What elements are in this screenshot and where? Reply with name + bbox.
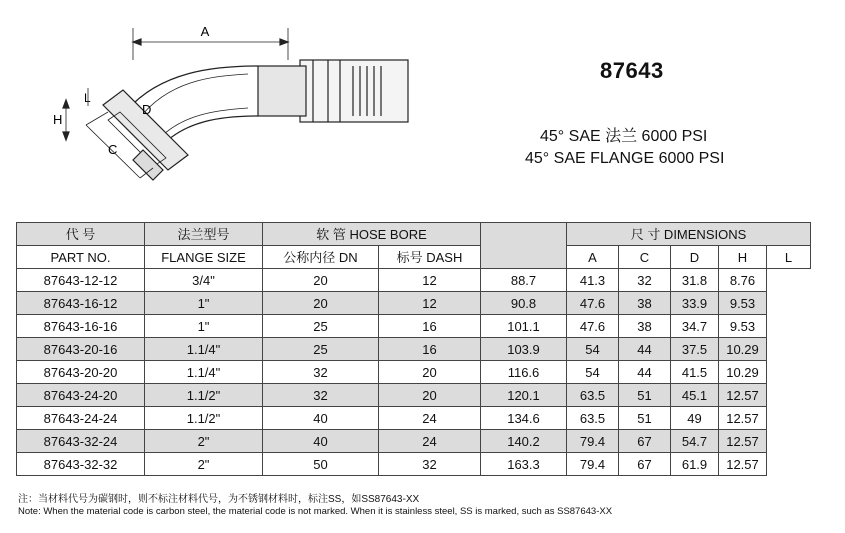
table-cell: 38 [619, 292, 671, 315]
table-cell: 79.4 [567, 430, 619, 453]
table-cell: 12 [379, 269, 481, 292]
table-cell: 50 [263, 453, 379, 476]
table-cell: 51 [619, 384, 671, 407]
dim-a-label: A [200, 24, 210, 39]
spec-table [16, 222, 811, 476]
table-row [17, 315, 811, 338]
table-cell: 20 [379, 384, 481, 407]
fitting-drawing [48, 20, 428, 200]
table-cell: 12.57 [719, 407, 767, 430]
part-number-title: 87643 [600, 58, 664, 83]
table-cell: 2" [145, 430, 263, 453]
table-cell: 8.76 [719, 269, 767, 292]
table-cell: 87643-12-12 [17, 269, 145, 292]
table-cell: 67 [619, 453, 671, 476]
col-header-flange-type: 法兰型号 [145, 223, 263, 246]
table-cell: 9.53 [719, 292, 767, 315]
table-cell: 63.5 [567, 407, 619, 430]
table-cell: 87643-20-20 [17, 361, 145, 384]
spacer-column [481, 223, 567, 269]
table-cell: 79.4 [567, 453, 619, 476]
table-cell: 25 [263, 338, 379, 361]
col-header-a: A [567, 246, 619, 269]
table-cell: 1.1/2" [145, 407, 263, 430]
dim-d-label: D [142, 102, 152, 117]
table-row [17, 361, 811, 384]
table-cell: 24 [379, 430, 481, 453]
table-header-row [17, 223, 811, 246]
table-cell: 12.57 [719, 430, 767, 453]
table-cell: 3/4" [145, 269, 263, 292]
table-cell: 87643-20-16 [17, 338, 145, 361]
table-cell: 103.9 [481, 338, 567, 361]
table-cell: 16 [379, 338, 481, 361]
table-cell: 16 [379, 315, 481, 338]
table-cell: 54 [567, 338, 619, 361]
table-cell: 54 [567, 361, 619, 384]
table-cell: 12.57 [719, 384, 767, 407]
table-cell: 1.1/4" [145, 361, 263, 384]
table-row [17, 407, 811, 430]
table-cell: 32 [263, 384, 379, 407]
col-header-flange-size: FLANGE SIZE [145, 246, 263, 269]
table-cell: 47.6 [567, 315, 619, 338]
table-cell: 51 [619, 407, 671, 430]
table-cell: 24 [379, 407, 481, 430]
table-cell: 163.3 [481, 453, 567, 476]
subtitle-cn: 45° SAE 法兰 6000 PSI [540, 128, 708, 145]
table-cell: 20 [263, 269, 379, 292]
table-cell: 9.53 [719, 315, 767, 338]
table-cell: 1" [145, 292, 263, 315]
table-cell: 1" [145, 315, 263, 338]
dim-h-label: H [53, 112, 63, 127]
table-cell: 32 [619, 269, 671, 292]
table-cell: 67 [619, 430, 671, 453]
table-cell: 32 [379, 453, 481, 476]
table-row [17, 384, 811, 407]
table-cell: 10.29 [719, 361, 767, 384]
table-row [17, 292, 811, 315]
table-cell: 40 [263, 430, 379, 453]
table-cell: 1.1/4" [145, 338, 263, 361]
table-cell: 63.5 [567, 384, 619, 407]
note-english: Note: When the material code is carbon steel, the material code is not marked. When it is stainless steel, SS is marked, such as SS87643-XX [18, 506, 613, 517]
col-header-c: C [619, 246, 671, 269]
table-cell: 32 [263, 361, 379, 384]
col-header-code: 代 号 [17, 223, 145, 246]
col-header-dimensions: 尺 寸 DIMENSIONS [567, 223, 811, 246]
table-cell: 87643-16-16 [17, 315, 145, 338]
table-cell: 20 [263, 292, 379, 315]
table-cell: 12 [379, 292, 481, 315]
table-cell: 134.6 [481, 407, 567, 430]
table-cell: 88.7 [481, 269, 567, 292]
table-cell: 41.5 [671, 361, 719, 384]
table-cell: 54.7 [671, 430, 719, 453]
table-cell: 2" [145, 453, 263, 476]
col-header-d: D [671, 246, 719, 269]
table-row [17, 338, 811, 361]
table-cell: 87643-24-20 [17, 384, 145, 407]
table-cell: 44 [619, 338, 671, 361]
table-subheader-row [17, 246, 811, 269]
table-cell: 87643-32-24 [17, 430, 145, 453]
table-cell: 101.1 [481, 315, 567, 338]
table-cell: 140.2 [481, 430, 567, 453]
col-header-part-no: PART NO. [17, 246, 145, 269]
table-row [17, 453, 811, 476]
table-row [17, 430, 811, 453]
table-cell: 87643-24-24 [17, 407, 145, 430]
table-cell: 87643-32-32 [17, 453, 145, 476]
col-header-h: H [719, 246, 767, 269]
table-cell: 47.6 [567, 292, 619, 315]
table-cell: 37.5 [671, 338, 719, 361]
table-cell: 25 [263, 315, 379, 338]
table-cell: 90.8 [481, 292, 567, 315]
table-cell: 12.57 [719, 453, 767, 476]
subtitle-en: 45° SAE FLANGE 6000 PSI [525, 150, 725, 167]
table-cell: 41.3 [567, 269, 619, 292]
table-cell: 40 [263, 407, 379, 430]
dim-c-label: C [108, 142, 118, 157]
table-cell: 116.6 [481, 361, 567, 384]
table-row [17, 269, 811, 292]
table-cell: 38 [619, 315, 671, 338]
table-cell: 20 [379, 361, 481, 384]
col-header-dash: 标号 DASH [379, 246, 481, 269]
table-cell: 1.1/2" [145, 384, 263, 407]
table-cell: 34.7 [671, 315, 719, 338]
col-header-hose-bore: 软 管 HOSE BORE [263, 223, 481, 246]
table-cell: 44 [619, 361, 671, 384]
table-cell: 87643-16-12 [17, 292, 145, 315]
table-cell: 31.8 [671, 269, 719, 292]
table-cell: 45.1 [671, 384, 719, 407]
table-cell: 49 [671, 407, 719, 430]
table-cell: 120.1 [481, 384, 567, 407]
col-header-l: L [767, 246, 811, 269]
table-cell: 61.9 [671, 453, 719, 476]
table-cell: 10.29 [719, 338, 767, 361]
col-header-dn: 公称内径 DN [263, 246, 379, 269]
note-chinese: 注：当材料代号为碳钢时，则不标注材料代号，为不锈钢材料时，标注SS，如SS87643-XX [18, 494, 420, 505]
table-cell: 33.9 [671, 292, 719, 315]
dim-l-label: L [84, 91, 91, 105]
